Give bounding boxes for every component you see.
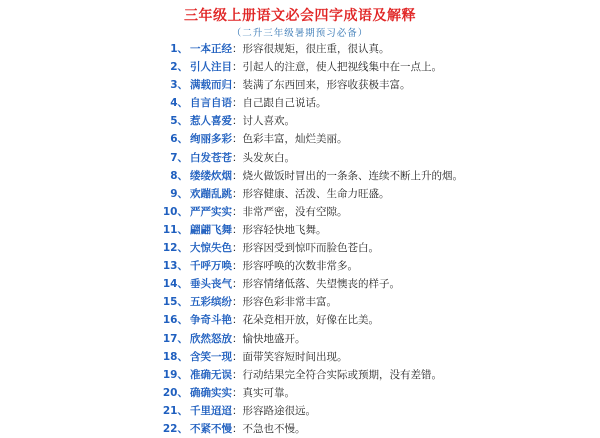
separator-colon: ： — [232, 133, 243, 146]
list-item — [160, 330, 460, 348]
idiom-term: 惹人喜爱 — [190, 115, 232, 128]
idiom-definition: 烧火做饭时冒出的一条条、连续不断上升的烟。 — [242, 169, 463, 182]
idiom-list — [160, 40, 463, 438]
list-item — [160, 366, 460, 384]
idiom-term: 五彩缤纷 — [190, 296, 232, 309]
separator-colon: ： — [232, 332, 243, 345]
idiom-term: 争奇斗艳 — [190, 314, 232, 327]
idiom-term: 满载而归 — [190, 79, 232, 92]
idiom-term: 确确实实 — [190, 386, 232, 399]
list-item — [160, 348, 460, 366]
separator-colon: ： — [232, 296, 243, 309]
list-item — [160, 203, 460, 221]
separator-colon: ： — [232, 422, 243, 435]
list-item — [160, 40, 460, 58]
item-number: 20、 — [162, 386, 188, 399]
list-item — [160, 130, 460, 148]
separator-colon: ： — [232, 386, 243, 399]
separator-colon: ： — [232, 187, 243, 200]
item-number: 8、 — [170, 169, 188, 182]
idiom-term: 白发苍苍 — [190, 151, 232, 164]
item-number: 11、 — [162, 223, 188, 236]
idiom-term: 绚丽多彩 — [190, 133, 232, 146]
idiom-term: 千里迢迢 — [190, 404, 232, 417]
idiom-term: 一本正经 — [190, 43, 232, 55]
idiom-term: 欢蹦乱跳 — [190, 187, 232, 200]
idiom-definition: 真实可靠。 — [242, 386, 295, 399]
idiom-term: 准确无误 — [190, 368, 232, 381]
item-number: 7、 — [170, 151, 188, 164]
item-number: 5、 — [170, 115, 188, 128]
idiom-definition: 愉快地盛开。 — [242, 332, 306, 345]
item-number: 9、 — [170, 187, 188, 200]
separator-colon: ： — [232, 97, 243, 110]
idiom-definition: 装满了东西回来，形容收获极丰富。 — [242, 79, 411, 92]
separator-colon: ： — [232, 278, 243, 291]
list-item — [160, 275, 460, 293]
list-item — [160, 221, 460, 239]
separator-colon: ： — [232, 205, 243, 218]
separator-colon: ： — [232, 350, 243, 363]
idiom-definition: 形容健康、活泼、生命力旺盛。 — [242, 187, 390, 200]
separator-colon: ： — [232, 368, 243, 381]
separator-colon: ： — [232, 223, 243, 236]
separator-colon: ： — [232, 151, 243, 164]
idiom-definition: 形容轻快地飞舞。 — [242, 223, 327, 236]
separator-colon: ： — [232, 43, 243, 55]
separator-colon: ： — [232, 314, 243, 327]
list-item — [160, 384, 460, 402]
list-item — [160, 94, 460, 112]
idiom-term: 大惊失色 — [190, 242, 232, 255]
idiom-definition: 行动结果完全符合实际或预期，没有差错。 — [242, 368, 442, 381]
idiom-term: 不紧不慢 — [190, 422, 232, 435]
item-number: 14、 — [162, 278, 188, 291]
separator-colon: ： — [232, 169, 243, 182]
idiom-definition: 讨人喜欢。 — [242, 115, 295, 128]
idiom-definition: 不急也不慢。 — [242, 422, 306, 435]
list-item — [160, 420, 460, 438]
idiom-definition: 形容很规矩，很庄重，很认真。 — [242, 43, 390, 55]
list-item — [160, 185, 460, 203]
item-number: 16、 — [162, 314, 188, 327]
item-number: 1、 — [170, 43, 188, 55]
list-item — [160, 58, 460, 76]
idiom-definition: 形容因受到惊吓而脸色苍白。 — [242, 242, 379, 255]
list-item — [160, 112, 460, 130]
idiom-term: 翩翩飞舞 — [190, 223, 232, 236]
item-number: 17、 — [162, 332, 188, 345]
idiom-term: 引人注目 — [190, 61, 232, 74]
idiom-definition: 自己跟自己说话。 — [242, 97, 327, 110]
separator-colon: ： — [232, 404, 243, 417]
separator-colon: ： — [232, 260, 243, 273]
idiom-term: 欣然怒放 — [190, 332, 232, 345]
idiom-term: 缕缕炊烟 — [190, 169, 232, 182]
idiom-definition: 色彩丰富，灿烂美丽。 — [242, 133, 348, 146]
item-number: 4、 — [170, 97, 188, 110]
item-number: 19、 — [162, 368, 188, 381]
idiom-definition: 形容情绪低落、失望懊丧的样子。 — [242, 278, 400, 291]
list-item — [160, 76, 460, 94]
item-number: 10、 — [162, 205, 188, 218]
idiom-definition: 引起人的注意，使人把视线集中在一点上。 — [242, 61, 442, 74]
item-number: 12、 — [162, 242, 188, 255]
item-number: 15、 — [162, 296, 188, 309]
document-title: 三年级上册语文必会四字成语及解释 — [184, 8, 416, 24]
item-number: 21、 — [162, 404, 188, 417]
list-item — [160, 149, 460, 167]
idiom-term: 严严实实 — [190, 205, 232, 218]
idiom-definition: 非常严密，没有空隙。 — [242, 205, 348, 218]
item-number: 22、 — [162, 422, 188, 435]
item-number: 6、 — [170, 133, 188, 146]
idiom-term: 含笑一现 — [190, 350, 232, 363]
idiom-definition: 形容色彩非常丰富。 — [242, 296, 337, 309]
item-number: 2、 — [170, 61, 188, 74]
item-number: 18、 — [162, 350, 188, 363]
idiom-term: 垂头丧气 — [190, 278, 232, 291]
document-subtitle: （二升三年级暑期预习必备） — [231, 28, 369, 39]
item-number: 13、 — [162, 260, 188, 273]
list-item — [160, 257, 460, 275]
separator-colon: ： — [232, 61, 243, 74]
idiom-definition: 花朵竞相开放，好像在比美。 — [242, 314, 379, 327]
list-item — [160, 311, 460, 329]
list-item — [160, 239, 460, 257]
idiom-definition: 形容路途很远。 — [242, 404, 316, 417]
idiom-term: 自言自语 — [190, 97, 232, 110]
list-item — [160, 402, 460, 420]
idiom-definition: 形容呼唤的次数非常多。 — [242, 260, 358, 273]
list-item — [160, 293, 460, 311]
idiom-definition: 面带笑容短时间出现。 — [242, 350, 348, 363]
idiom-term: 千呼万唤 — [190, 260, 232, 273]
separator-colon: ： — [232, 79, 243, 92]
separator-colon: ： — [232, 242, 243, 255]
item-number: 3、 — [170, 79, 188, 92]
list-item — [160, 167, 463, 185]
separator-colon: ： — [232, 115, 243, 128]
idiom-definition: 头发灰白。 — [242, 151, 295, 164]
